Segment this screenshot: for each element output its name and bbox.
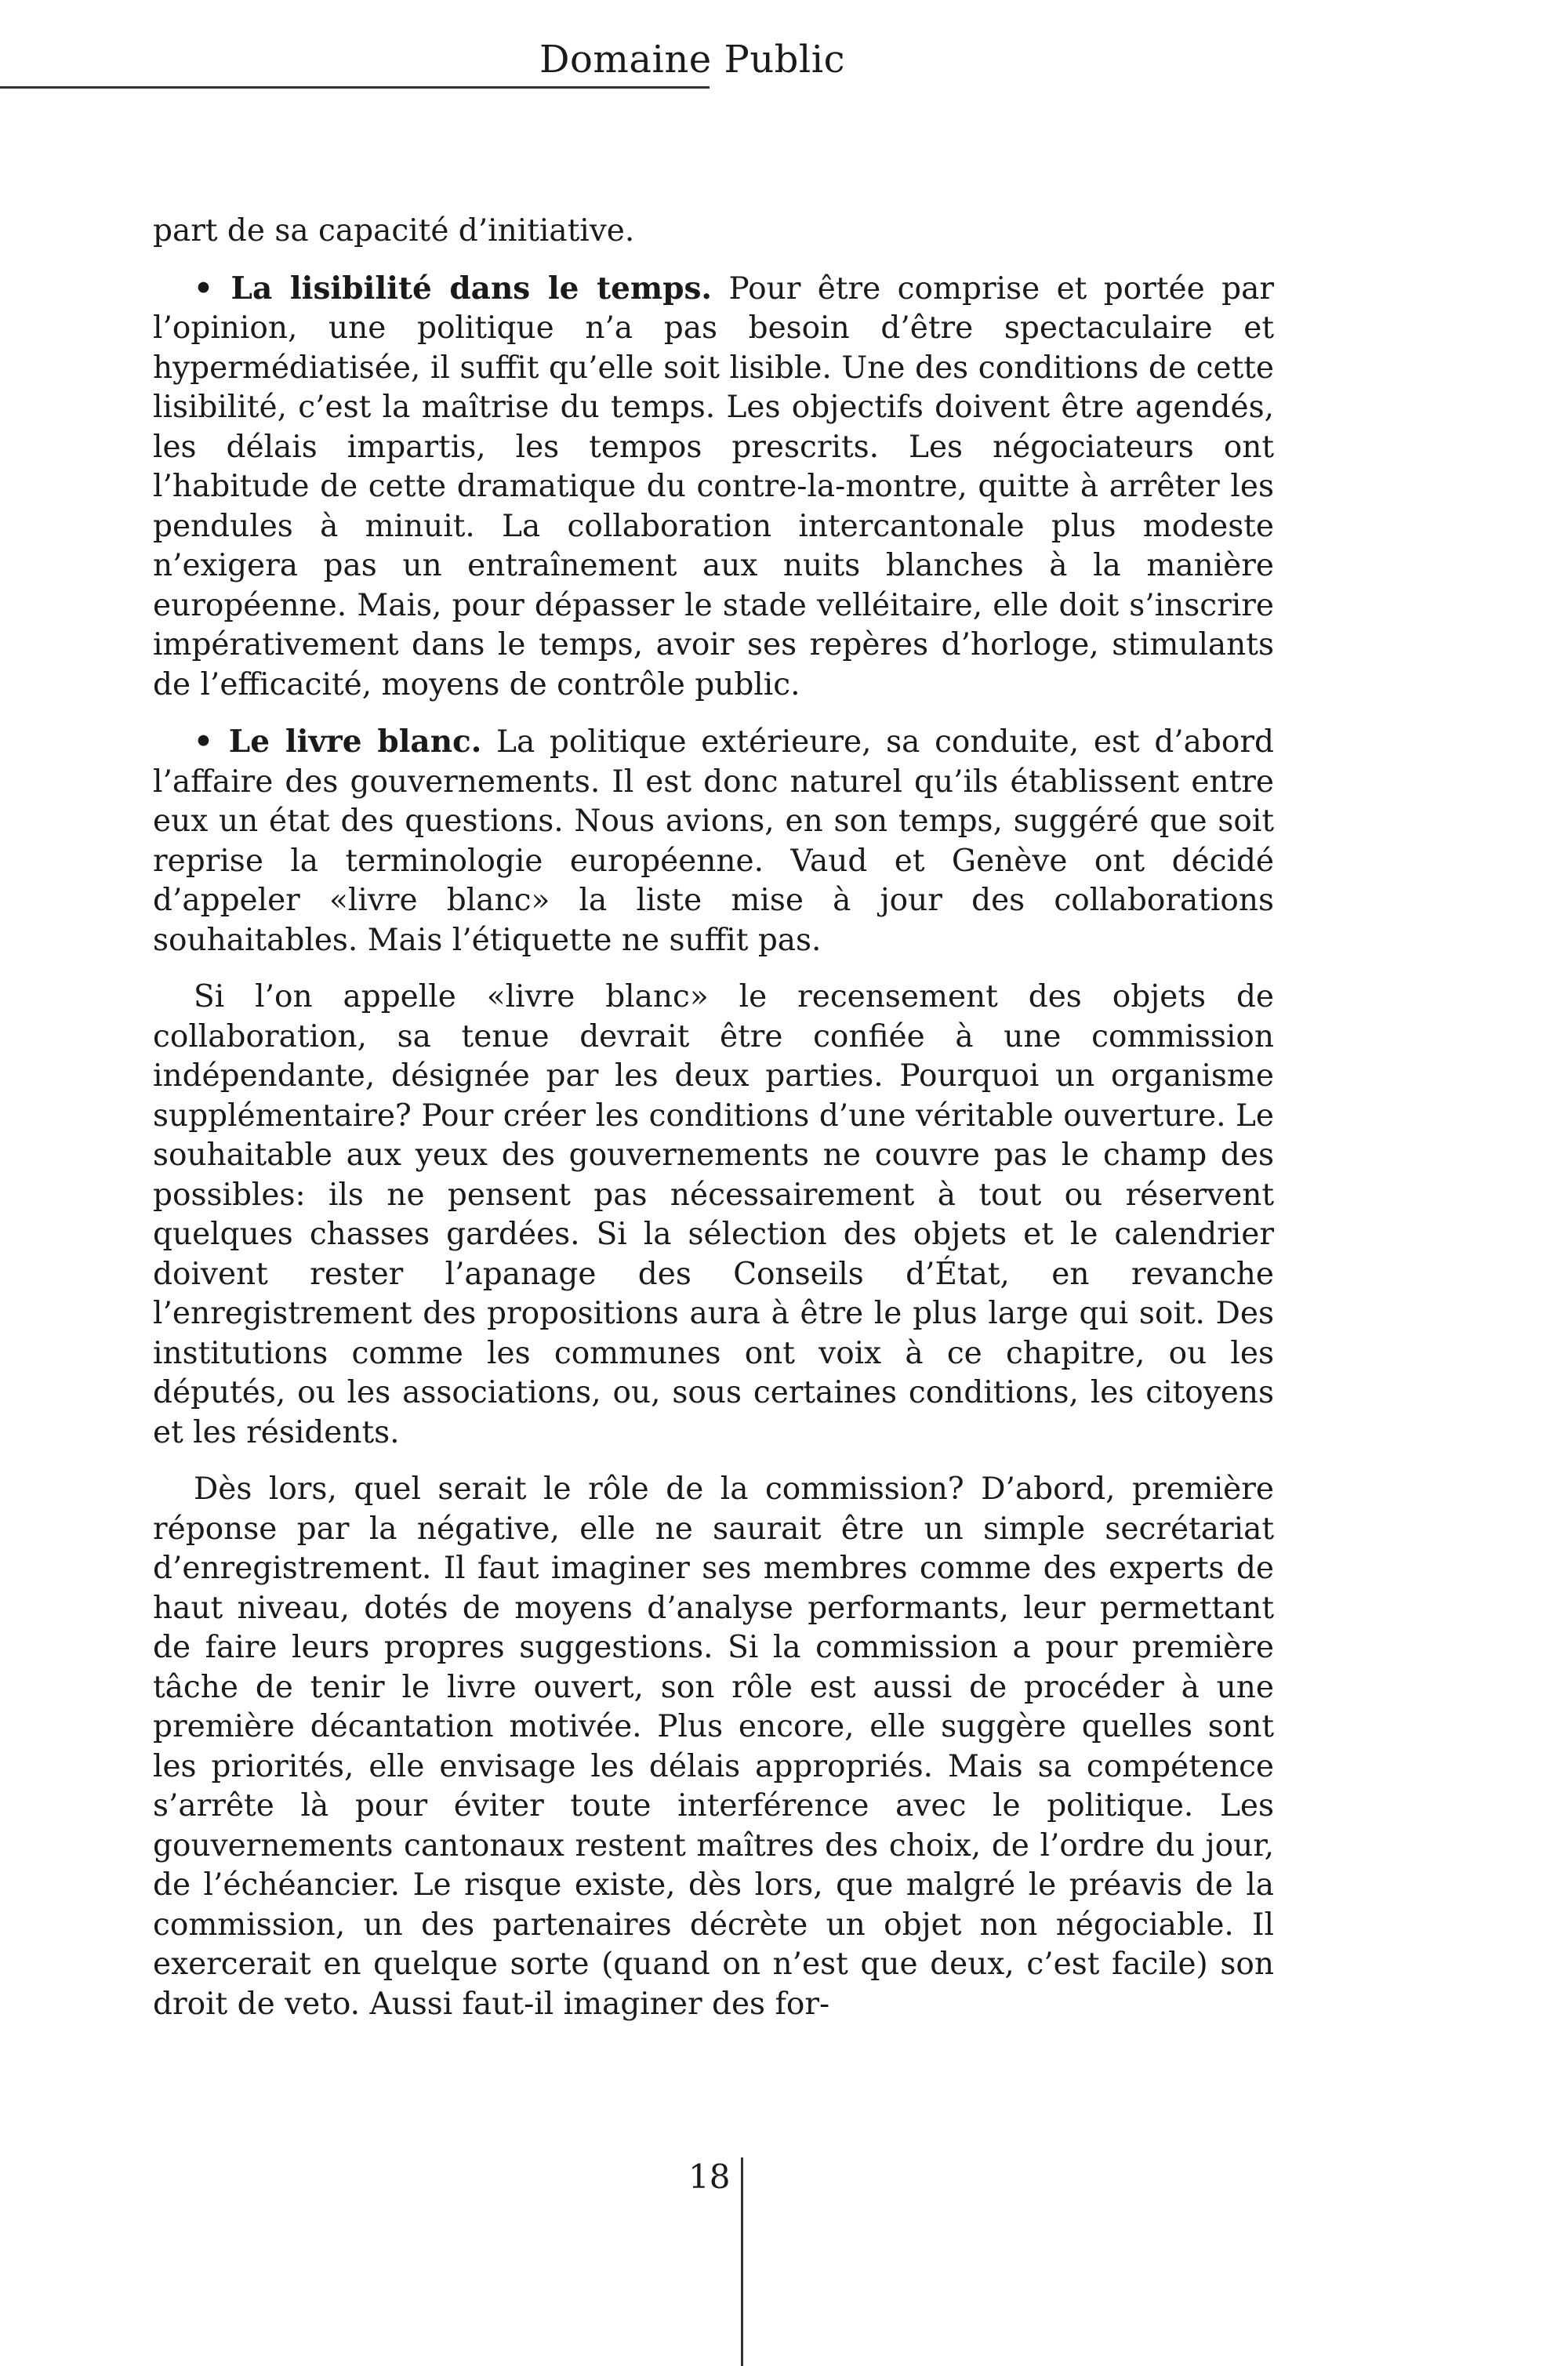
paragraph-text-livre-blanc: La politique extérieure, sa conduite, est d’abord l’affaire des gouvernements. Il est donc naturel qu’ils établissent entre eux un état des questions. Nous avions, en son temps, suggéré que soit reprise la terminologie européenne. Vaud et Genève ont décidé d’appeler «livre blanc» la liste mise à jour des collaborations souhaitables. Mais l’étiquette ne suffit pas. — [153, 724, 1274, 958]
running-header-title: Domaine Public — [539, 38, 845, 82]
paragraph-commission: Dès lors, quel serait le rôle de la commission? D’abord, première réponse par la négative, elle ne saurait être un simple secrétariat d’enregistrement. Il faut imaginer ses membres comme des experts de haut niveau, dotés de moyens d’analyse performants, leur permettant de faire leurs propres suggestions. Si la commission a pour première tâche de tenir le livre ouvert, son rôle est aussi de procéder à une première décantation motivée. Plus encore, elle suggère quelles sont les priorités, elle envisage les délais appropriés. Mais sa compétence s’arrête là pour éviter toute interférence avec le politique. Les gouvernements cantonaux restent maîtres des choix, de l’ordre du jour, de l’échéancier. Le risque existe, dès lors, que malgré le préavis de la commission, un des partenaires décrète un objet non négociable. Il exercerait en quelque sorte (quand on n’est que deux, c’est facile) son droit de veto. Aussi faut-il imaginer des for- — [153, 1471, 1274, 2022]
paragraph-livre-blanc — [153, 722, 1274, 960]
folio-rule — [741, 2157, 743, 2366]
paragraph-text-lisibilite: Pour être comprise et portée par l’opinion, une politique n’a pas besoin d’être spectaculaire et hypermédiatisée, il suffit qu’elle soit lisible. Une des conditions de cette lisibilité, c’est la maîtrise du temps. Les objectifs doivent être agendés, les délais impartis, les tempos prescrits. Les négociateurs ont l’habitude de cette dramatique du contre-la-montre, quitte à arrêter les pendules à minuit. La collaboration intercantonale plus modeste n’exigera pas un entraînement aux nuits blanches à la manière européenne. Mais, pour dépasser le stade velléitaire, elle doit s’inscrire impérativement dans le temps, avoir ses repères d’horloge, stimulants de l’efficacité, moyens de contrôle public. — [153, 270, 1274, 702]
paragraph-continuation: part de sa capacité d’initiative. — [153, 213, 635, 249]
paragraph-lisibilite — [153, 269, 1274, 706]
paragraph-lead-lisibilite: • La lisibilité dans le temps. — [194, 270, 713, 307]
paragraph-recensement: Si l’on appelle «livre blanc» le recensement des objets de collaboration, sa tenue devrait être confiée à une commission indépendante, désignée par les deux parties. Pourquoi un organisme supplémentaire? Pour créer les conditions d’une véritable ouverture. Le souhaitable aux yeux des gouvernements ne couvre pas le champ des possibles: ils ne pensent pas nécessairement à tout ou réservent quelques chasses gardées. Si la sélection des objets et le calendrier doivent rester l’apanage des Conseils d’État, en revanche l’enregistrement des propositions aura à être le plus large qui soit. Des institutions comme les communes ont voix à ce chapitre, ou les députés, ou les associations, ou, sous certaines conditions, les citoyens et les résidents. — [153, 979, 1274, 1450]
page-number: 18 — [688, 2157, 731, 2196]
body-text — [153, 212, 1274, 2041]
paragraph-lead-livre-blanc: • Le livre blanc. — [194, 724, 482, 760]
header-rule — [0, 86, 710, 89]
